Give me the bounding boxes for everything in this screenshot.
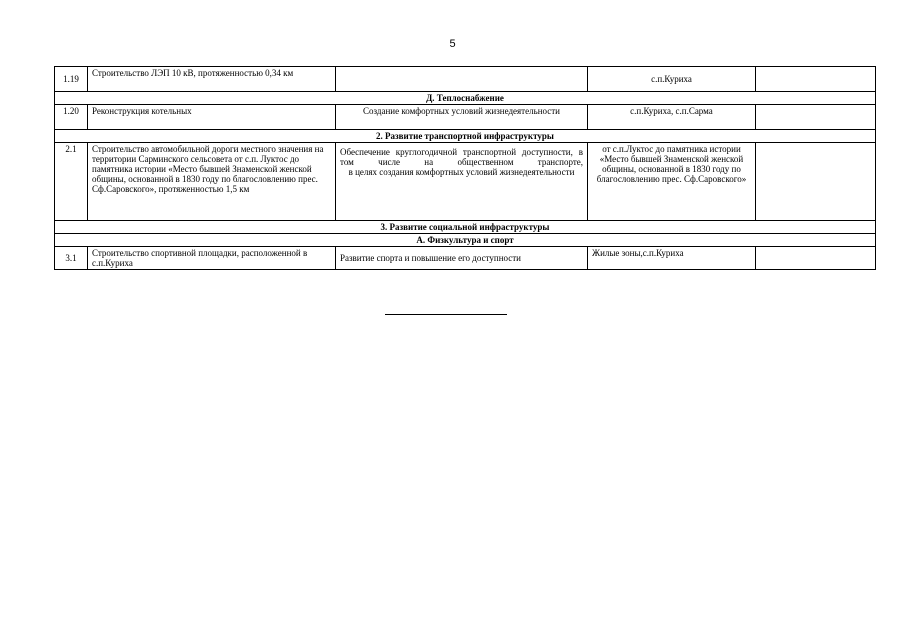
section-row-transport xyxy=(55,130,876,143)
project-goal: Развитие спорта и повышение его доступности xyxy=(336,247,588,270)
section-row-social xyxy=(55,221,876,234)
project-goal: Создание комфортных условий жизнедеятельности xyxy=(336,105,588,130)
project-location: от с.п.Луктос до памятника истории «Место бывшей Знаменской женской общины, основанной в 1830 году по благословлению прес. Сф.Саровского» xyxy=(588,143,756,221)
project-location: с.п.Куриха, с.п.Сарма xyxy=(588,105,756,130)
section-row-sport xyxy=(55,234,876,247)
row-number: 2.1 xyxy=(55,143,88,221)
table-row-1-20 xyxy=(55,105,876,130)
project-name: Строительство спортивной площадки, расположенной в с.п.Куриха xyxy=(88,247,336,270)
project-name: Строительство автомобильной дороги местного значения на территории Сарминского сельсовета от с.п. Луктос до памятника истории «Место бывшей Знаменской женской общины, основанной в 1830 году по благословлению прес. Сф.Саровского», протяженностью 1,5 км xyxy=(88,143,336,221)
section-row-heat-supply xyxy=(55,92,876,105)
project-goal xyxy=(336,67,588,92)
project-extra xyxy=(756,143,876,221)
section-heading: Д. Теплоснабжение xyxy=(55,92,876,105)
project-name: Строительство ЛЭП 10 кВ, протяженностью 0,34 км xyxy=(88,67,336,92)
project-goal xyxy=(336,143,588,221)
row-number: 1.19 xyxy=(55,67,88,92)
project-goal-tail: в целях создания комфортных условий жизнедеятельности xyxy=(348,167,575,177)
table-row-1-19 xyxy=(55,67,876,92)
project-goal-main: Обеспечение круглогодичной транспортной доступности, в том числе на общественном транспорте, xyxy=(340,147,583,167)
project-extra xyxy=(756,247,876,270)
page-number: 5 xyxy=(449,38,456,50)
section-heading: 3. Развитие социальной инфраструктуры xyxy=(55,221,876,234)
project-location: Жилые зоны,с.п.Куриха xyxy=(588,247,756,270)
table-row-2-1 xyxy=(55,143,876,221)
project-location: с.п.Куриха xyxy=(588,67,756,92)
project-name: Реконструкция котельных xyxy=(88,105,336,130)
project-extra xyxy=(756,105,876,130)
section-heading: А. Физкультура и спорт xyxy=(55,234,876,247)
infrastructure-plan-table xyxy=(54,66,876,270)
project-extra xyxy=(756,67,876,92)
table-row-3-1 xyxy=(55,247,876,270)
row-number: 3.1 xyxy=(55,247,88,270)
row-number: 1.20 xyxy=(55,105,88,130)
section-heading: 2. Развитие транспортной инфраструктуры xyxy=(55,130,876,143)
end-separator-line xyxy=(385,314,507,315)
